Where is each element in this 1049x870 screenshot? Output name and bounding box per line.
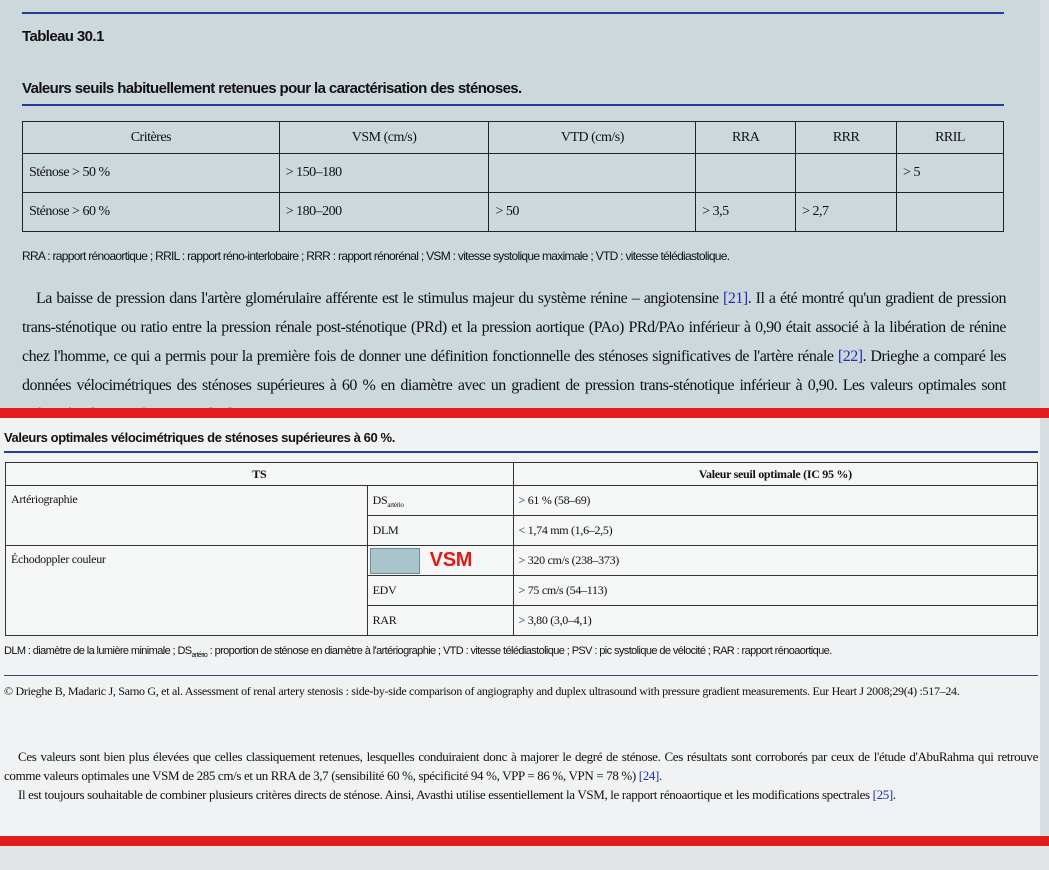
top-rule [22,12,1004,14]
bottom-margin [0,846,1049,870]
column-header: TS [6,463,514,486]
reference-link[interactable]: [21] [723,290,748,307]
table2-title-rule [4,451,1038,453]
paragraph-text: . Il a été montré qu'un gradient de pression trans-sténotique ou ratio entre la pression rénale post-sténotique (PRd) et la pression aortique (PAo) PRd/PAo inférieur à 0,90 était associé à la libération de rénine chez l'homme, ce qui a permis pour la première fois de donner une définition fonctionnelle des sténoses significatives de l'artère rénale [22,290,1007,365]
paragraph-text: La baisse de pression dans l'artère glomérulaire afférente est le stimulus majeur du système rénine – angiotensine [36,290,724,307]
table2-footnote [4,645,832,659]
table2-title: Valeurs optimales vélocimétriques de sténoses supérieures à 60 %. [4,430,395,445]
paragraph [4,785,1038,804]
param-cell: RAR [367,606,513,636]
table-cell [696,154,796,193]
reference-link[interactable]: [22] [837,348,863,365]
threshold-table [22,121,1004,232]
table-cell [489,154,696,193]
table-header-row [23,122,1004,154]
table-row [23,154,1004,193]
table-cell: > 3,5 [696,193,796,232]
value-cell: > 320 cm/s (238–373) [513,546,1037,576]
table1-title: Valeurs seuils habituellement retenues pour la caractérisation des sténoses. [22,80,522,97]
table-cell: > 50 [489,193,696,232]
red-highlight-bar [0,408,1049,418]
table-cell: Sténose > 60 % [23,193,280,232]
footnote-subscript: artério [191,652,208,659]
column-header: RRR [796,122,897,154]
paragraph [4,747,1038,785]
param-cell [367,486,513,516]
source-rule [4,675,1038,676]
table-cell: > 2,7 [796,193,897,232]
group-cell: Artériographie [6,486,368,546]
paragraph-text: Il est toujours souhaitable de combiner plusieurs critères directs de sténose. Ainsi, Avasthi utilise essentiellement la VSM, le rapport rénoaortique et les modifications spectrales [18,787,873,802]
table-cell [796,154,897,193]
column-header: Valeur seuil optimale (IC 95 %) [513,463,1037,486]
ds-label: DS [372,492,388,507]
param-cell: DLM [367,516,513,546]
table-header-row [6,463,1038,486]
ds-subscript: artério [387,500,404,509]
footnote-text: : proportion de sténose en diamètre à l'artériographie ; VTD : vitesse télédiastolique ; PSV : pic systolique de vélocité ; RAR : rapport rénoaortique. [207,645,832,657]
red-highlight-bar-bottom [0,836,1049,846]
table-row [6,546,1038,576]
paragraph-text: . [659,768,662,783]
group-cell: Échodoppler couleur [6,546,368,636]
right-margin-strip [1040,0,1049,870]
reference-link[interactable]: [25] [872,787,893,802]
table-row [23,193,1004,232]
param-cell-vsm [367,546,513,576]
value-cell: < 1,74 mm (1,6–2,5) [513,516,1037,546]
value-cell: > 75 cm/s (54–113) [513,576,1037,606]
column-header: RRA [696,122,796,154]
vsm-annotation: VSM [429,549,473,571]
source-citation: © Drieghe B, Madaric J, Sarno G, et al. Assessment of renal artery stenosis : side-by-side comparison of angiography and duplex ultrasound with pressure gradient measurements. Eur Heart J 2008;29(4) :517–24. [4,684,960,698]
column-header: VSM (cm/s) [279,122,489,154]
table-row [6,486,1038,516]
table1-label: Tableau 30.1 [22,28,104,45]
table1-footnote: RRA : rapport rénoaortique ; RRIL : rapport réno-interlobaire ; RRR : rapport rénorénal ; VSM : vitesse systolique maximale ; VTD : vitesse télédiastolique. [22,249,730,263]
paragraph-text: Ces valeurs sont bien plus élevées que celles classiquement retenues, lesquelles conduiraient donc à majorer le degré de sténose. Ces résultats sont corroborés par ceux de l'étude d'AbuRahma qui retrouve comme valeurs optimales une VSM de 285 cm/s et un RRA de 3,7 (sensibilité 60 %, spécificité 94 %, VPP = 86 %, VPN = 78 %) [4,749,1038,783]
table-cell: > 5 [897,154,1004,193]
table-cell [897,193,1004,232]
redacted-box [370,548,420,574]
table-cell: > 180–200 [279,193,489,232]
reference-link[interactable]: [24] [638,768,660,783]
footnote-text: DLM : diamètre de la lumière minimale ; DS [4,645,192,657]
paragraph-text: . Drieghe a comparé les données vélocimétriques des sténoses supérieures à 60 % en diamètre avec un gradient de pression trans-sténotique inférieur à 0,90. Les valeurs optimales sont [22,348,1006,394]
body-paragraph-2 [4,747,1038,804]
column-header: RRIL [897,122,1004,154]
value-cell: > 3,80 (3,0–4,1) [513,606,1037,636]
column-header: Critères [23,122,280,154]
value-cell: > 61 % (58–69) [513,486,1037,516]
column-header: VTD (cm/s) [489,122,696,154]
table-cell: > 150–180 [279,154,489,193]
table1-title-rule [22,104,1004,106]
paragraph-text: . [892,787,896,802]
optimal-values-table [5,462,1038,636]
table-cell: Sténose > 50 % [23,154,280,193]
param-cell: EDV [367,576,513,606]
